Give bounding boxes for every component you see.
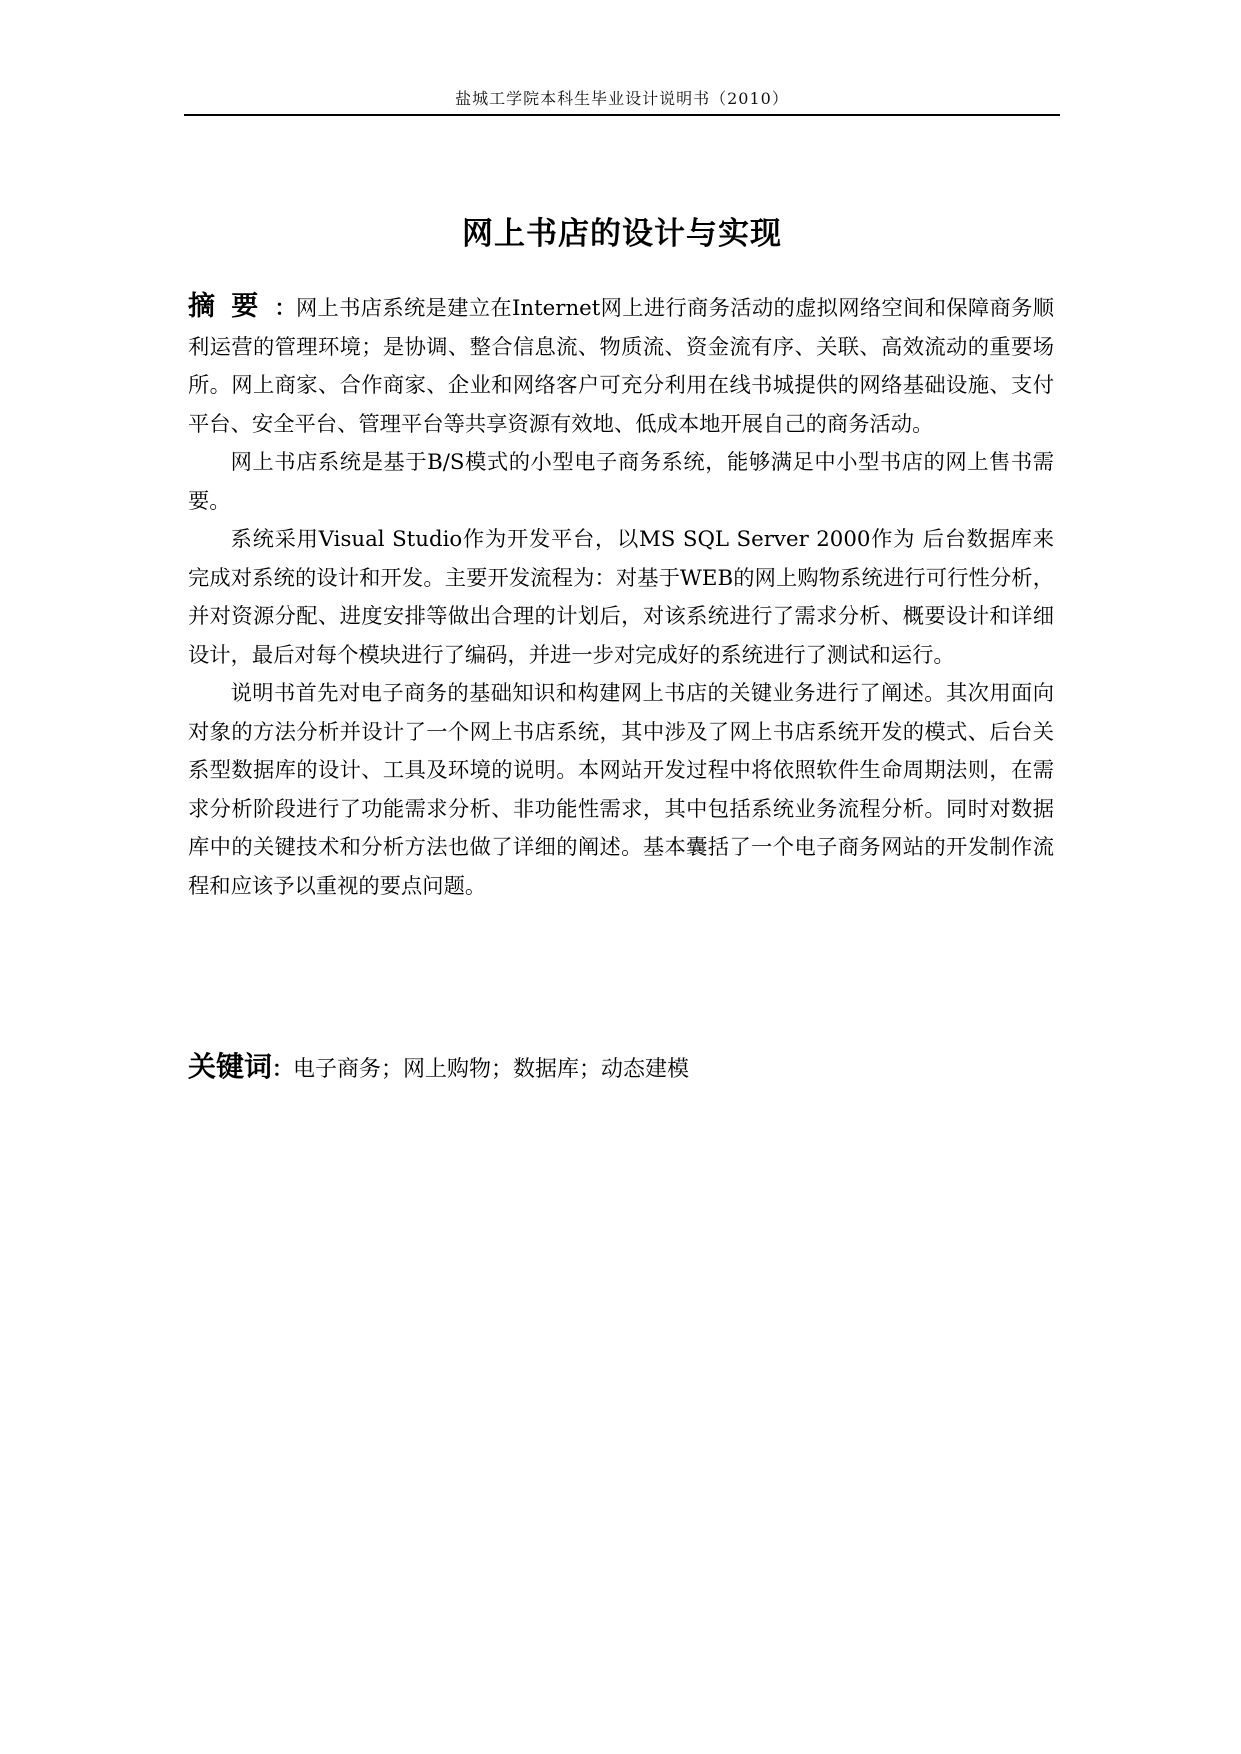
keywords-label: 关键词 xyxy=(188,1050,273,1083)
header-divider xyxy=(184,114,1060,116)
abstract-paragraph-text: 网上书店系统是建立在Internet网上进行商务活动的虚拟网络空间和保障商务顺利运营的管理环境；是协调、整合信息流、物质流、资金流有序、关联、高效流动的重要场所。网上商家、合作商家、企业和网络客户可充分利用在线书城提供的网络基础设施、支付平台、安全平台、管理平台等共享资源有效地、低成本地开展自己的商务活动。 xyxy=(188,296,1055,437)
keywords-value: 电子商务；网上购物；数据库；动态建模 xyxy=(293,1057,690,1082)
document-title: 网上书店的设计与实现 xyxy=(462,216,782,252)
abstract-paragraph-1 xyxy=(188,288,1054,444)
abstract-label-colon: ： xyxy=(274,296,296,320)
abstract-paragraph-3: 系统采用Visual Studio作为开发平台，以MS SQL Server 2000作为 后台数据库来完成对系统的设计和开发。主要开发流程为：对基于WEB的网上购物系统进行可行性分析，并对资源分配、进度安排等做出合理的计划后，对该系统进行了需求分析、概要设计和详细设计，最后对每个模块进行了编码，并进一步对完成好的系统进行了测试和运行。 xyxy=(188,527,1054,668)
keywords-line xyxy=(188,1048,1054,1089)
keywords-label-colon: ： xyxy=(272,1057,294,1081)
abstract-section xyxy=(188,288,1054,906)
abstract-label: 摘要 xyxy=(188,291,275,322)
running-header: 盐城工学院本科生毕业设计说明书（2010） xyxy=(455,89,789,108)
abstract-paragraph-4: 说明书首先对电子商务的基础知识和构建网上书店的关键业务进行了阐述。其次用面向对象的方法分析并设计了一个网上书店系统，其中涉及了网上书店系统开发的模式、后台关系型数据库的设计、工具及环境的说明。本网站开发过程中将依照软件生命周期法则，在需求分析阶段进行了功能需求分析、非功能性需求，其中包括系统业务流程分析。同时对数据库中的关键技术和分析方法也做了详细的阐述。基本囊括了一个电子商务网站的开发制作流程和应该予以重视的要点问题。 xyxy=(188,681,1054,899)
abstract-paragraph-2: 网上书店系统是基于B/S模式的小型电子商务系统，能够满足中小型书店的网上售书需要。 xyxy=(188,450,1054,514)
